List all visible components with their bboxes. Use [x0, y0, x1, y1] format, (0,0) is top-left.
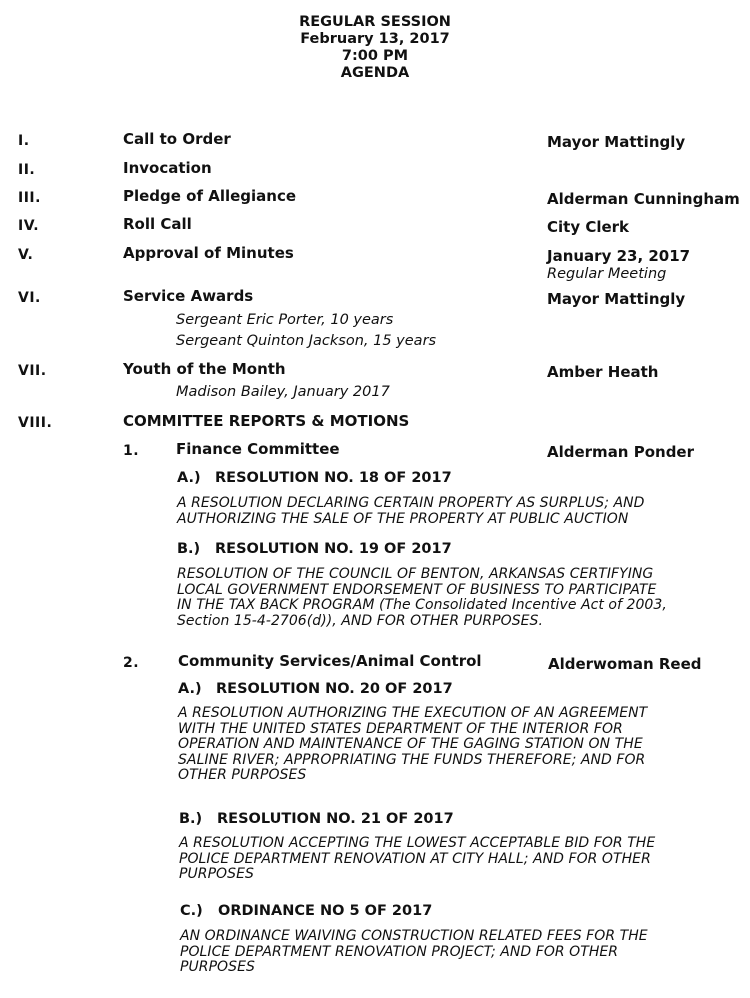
- session-date: February 13, 2017: [300, 31, 450, 47]
- item-number: VII.: [18, 363, 47, 379]
- ordinance-description: AN ORDINANCE WAIVING CONSTRUCTION RELATED FEES FOR THE POLICE DEPARTMENT RENOVATION PROJECT; AND FOR OTHER PURPOSES: [180, 928, 648, 975]
- resolution-title: RESOLUTION NO. 19 OF 2017: [215, 541, 452, 557]
- item-number: VIII.: [18, 415, 53, 431]
- agenda-heading: AGENDA: [340, 65, 410, 81]
- award-recipient: Sergeant Eric Porter, 10 years: [176, 312, 394, 328]
- item-number: III.: [18, 190, 41, 206]
- item-presenter-note: Regular Meeting: [547, 266, 667, 282]
- resolution-label: B.): [177, 541, 201, 557]
- award-recipient: Sergeant Quinton Jackson, 15 years: [176, 333, 437, 349]
- item-title: Youth of the Month: [123, 360, 286, 378]
- ordinance-title: ORDINANCE NO 5 OF 2017: [218, 903, 433, 919]
- item-title: Roll Call: [123, 215, 192, 233]
- item-number: II.: [18, 162, 36, 178]
- youth-name: Madison Bailey, January 2017: [176, 384, 390, 400]
- item-presenter: Amber Heath: [547, 363, 659, 381]
- item-presenter: City Clerk: [547, 218, 630, 236]
- committee-presenter: Alderwoman Reed: [548, 655, 702, 673]
- resolution-label: A.): [178, 681, 202, 697]
- resolution-title: RESOLUTION NO. 21 OF 2017: [217, 811, 454, 827]
- resolution-title: RESOLUTION NO. 18 OF 2017: [215, 470, 452, 486]
- committee-number: 2.: [123, 655, 140, 671]
- item-title: Service Awards: [123, 287, 254, 305]
- resolution-label: A.): [177, 470, 201, 486]
- item-title: Call to Order: [123, 130, 231, 148]
- item-title: Approval of Minutes: [123, 244, 294, 262]
- resolution-description: A RESOLUTION DECLARING CERTAIN PROPERTY AS SURPLUS; AND AUTHORIZING THE SALE OF THE PROPERTY AT PUBLIC AUCTION: [177, 495, 645, 527]
- resolution-label: B.): [179, 811, 203, 827]
- committee-name: Finance Committee: [176, 440, 340, 458]
- item-number: V.: [18, 247, 34, 263]
- resolution-description: A RESOLUTION ACCEPTING THE LOWEST ACCEPTABLE BID FOR THE POLICE DEPARTMENT RENOVATION AT CITY HALL; AND FOR OTHER PURPOSES: [179, 835, 656, 882]
- item-presenter: Mayor Mattingly: [547, 133, 686, 151]
- item-title: Pledge of Allegiance: [123, 187, 297, 205]
- item-number: I.: [18, 133, 30, 149]
- item-title: Invocation: [123, 159, 212, 177]
- section-title: COMMITTEE REPORTS & MOTIONS: [123, 412, 410, 430]
- resolution-description: RESOLUTION OF THE COUNCIL OF BENTON, ARKANSAS CERTIFYING LOCAL GOVERNMENT ENDORSEMENT OF BUSINESS TO PARTICIPATE IN THE TAX BACK PROGRAM (The Consolidated Incentive Act of 2003, Section 15-4-2706(d)), AND FOR OTHER PURPOSES.: [177, 566, 667, 629]
- committee-number: 1.: [123, 443, 140, 459]
- ordinance-label: C.): [180, 903, 203, 919]
- session-time: 7:00 PM: [341, 48, 409, 64]
- item-presenter: Alderman Cunningham: [547, 190, 740, 208]
- committee-name: Community Services/Animal Control: [178, 652, 482, 670]
- item-number: IV.: [18, 218, 40, 234]
- item-presenter: Mayor Mattingly: [547, 290, 686, 308]
- resolution-title: RESOLUTION NO. 20 OF 2017: [216, 681, 453, 697]
- session-title: REGULAR SESSION: [299, 14, 451, 30]
- item-presenter: January 23, 2017: [547, 247, 691, 265]
- resolution-description: A RESOLUTION AUTHORIZING THE EXECUTION OF AN AGREEMENT WITH THE UNITED STATES DEPARTMENT OF THE INTERIOR FOR OPERATION AND MAINTENANCE OF THE GAGING STATION ON THE SALINE RIVER; APPROPRIATING THE FUNDS THEREFORE; AND FOR OTHER PURPOSES: [178, 705, 648, 783]
- committee-presenter: Alderman Ponder: [547, 443, 694, 461]
- item-number: VI.: [18, 290, 41, 306]
